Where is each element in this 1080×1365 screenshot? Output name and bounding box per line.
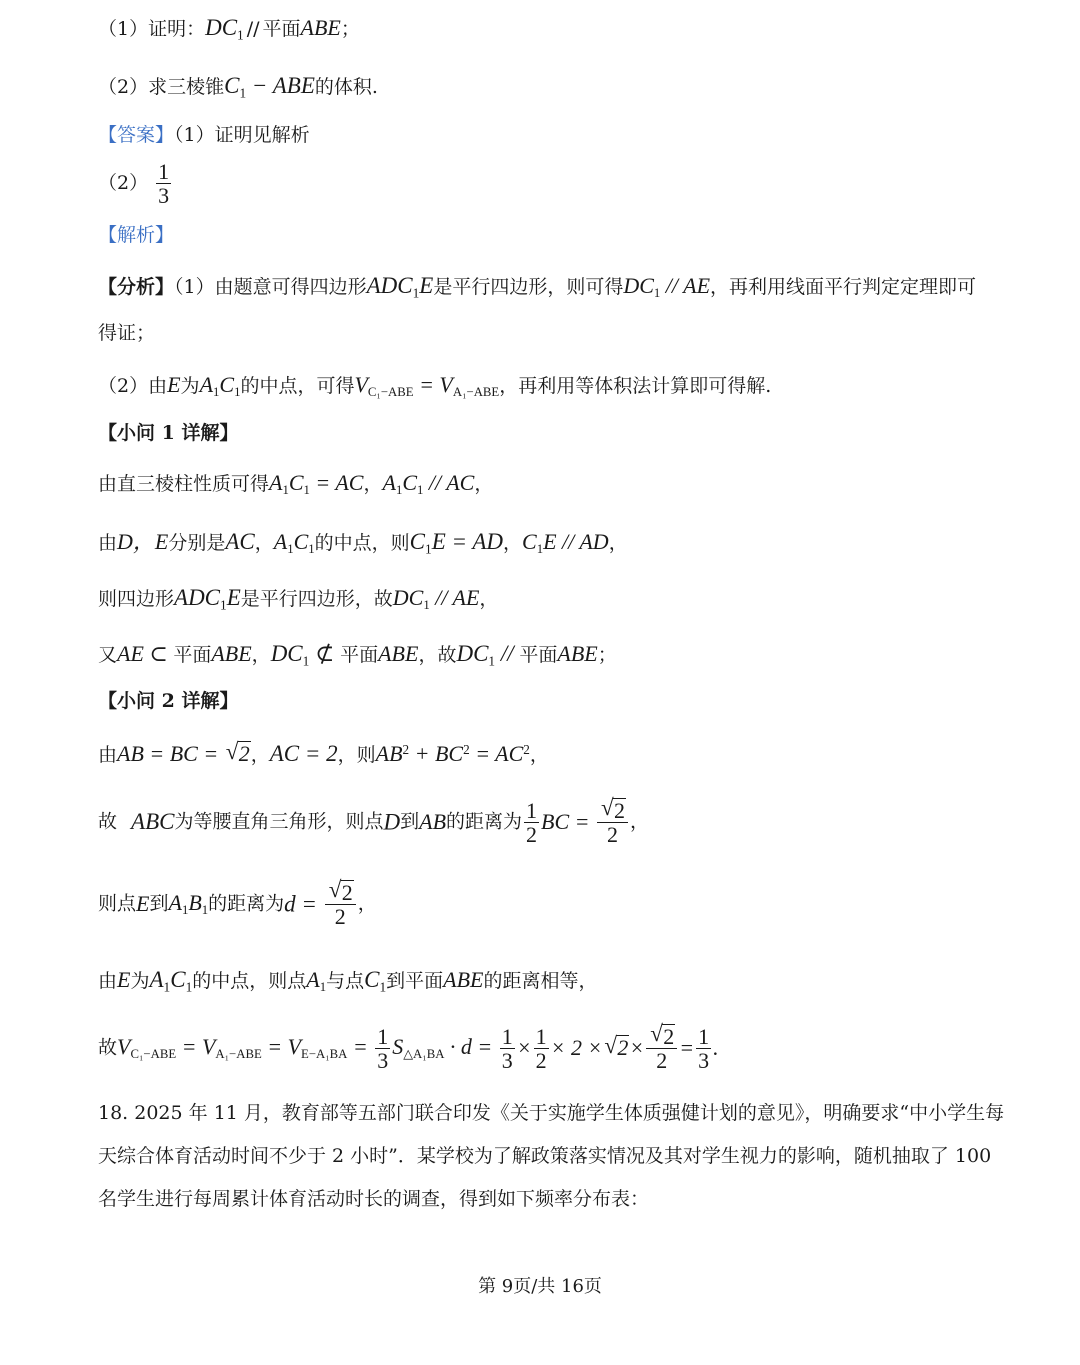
math: × [629, 1034, 645, 1060]
text: 由 [98, 970, 118, 992]
text: 的距离为 [208, 892, 285, 915]
text: ， [363, 473, 383, 495]
answer-part2 [98, 160, 173, 207]
math: AE ⊂ [117, 641, 174, 666]
math: D [383, 809, 401, 835]
math: C1 [364, 967, 387, 995]
math: ABE [557, 641, 598, 666]
q1-suffix: ； [340, 18, 360, 40]
sub1-line2 [98, 528, 628, 557]
text: 平面 [519, 644, 558, 666]
fenxi-line3 [98, 372, 771, 400]
math: VC₁−ABE = VA₁−ABE = VE−A₁BA = [117, 1033, 374, 1061]
text: 由直三棱柱性质可得 [98, 473, 270, 495]
math: $AB^2 + BC^2 = AC^2$ [375, 741, 530, 766]
q18-line2: 天综合体育活动时间不少于 2 小时”．某学校为了解政策落实情况及其对学生视力的影响，随机抽取了 100 [98, 1145, 992, 1167]
math: E [117, 967, 131, 992]
math: ABE [211, 641, 252, 666]
math: A1C1 [149, 967, 193, 995]
text: 的距离相等， [483, 970, 598, 992]
math: A1C1 // AC [382, 470, 475, 498]
math: AC [225, 529, 255, 554]
answer-line [98, 124, 310, 147]
math: ABE [443, 967, 484, 992]
text: ， [357, 892, 377, 915]
text: ， [254, 532, 274, 554]
fenxi-text: ，再利用等体积法计算即可得解. [499, 375, 772, 397]
math: D，E [117, 529, 169, 554]
math: A1C1 [273, 529, 315, 557]
text: 的距离为 [446, 810, 523, 833]
math-volume-eq: VC₁−ABE = VA₁−ABE [354, 372, 500, 400]
fraction-one-third [156, 160, 171, 207]
text: ， [608, 532, 628, 554]
math: BC = [541, 808, 595, 834]
text: ， [630, 810, 650, 833]
sub1-title: 【小问 1 详解】 [98, 422, 239, 444]
fraction: √ 2 2 [646, 1024, 677, 1072]
math: AB [419, 808, 447, 834]
answer-tag: 【答案】 [98, 124, 175, 146]
math: C1E // AD [522, 529, 609, 557]
math-dc1-ae: DC1 // AE [623, 273, 711, 301]
q18-line1: 18. 2025 年 11 月，教育部等五部门联合印发《关于实施学生体质强健计划的意见》，明确要求“中小学生每 [98, 1102, 1005, 1124]
text: ，则 [337, 744, 376, 766]
fenxi-text: ，再利用线面平行判定定理即可 [710, 276, 977, 298]
math-adc1e: ADC1E [366, 273, 434, 301]
math: ABC [131, 809, 175, 835]
sub1-line3 [98, 584, 498, 613]
text: 平面 [173, 644, 212, 666]
math-e: E [167, 372, 181, 397]
sub2-line4 [98, 966, 597, 995]
math: d = [284, 891, 323, 917]
fenxi-line1 [98, 272, 976, 301]
text: 分别是 [168, 532, 226, 554]
text: 的中点，则点 [192, 970, 307, 992]
answer-part2-label: （2） [98, 172, 149, 195]
q2-suffix: 的体积. [314, 76, 378, 98]
fenxi-text: 为 [180, 375, 200, 397]
sub2-line5 [98, 1020, 719, 1074]
fraction: $\frac{1}{2}$ [535, 1023, 547, 1073]
math: = [679, 1034, 695, 1060]
text: 为 [130, 970, 150, 992]
sub1-line1 [98, 470, 493, 498]
math: AC = 2 [269, 741, 338, 766]
fenxi-text: 的中点，可得 [240, 375, 355, 397]
math: S△A₁BA · d = [392, 1033, 498, 1061]
math: ABE [378, 641, 419, 666]
sqrt-2: √ 2 [225, 738, 250, 766]
text: 故 [98, 1036, 118, 1059]
text: ， [250, 744, 270, 766]
fraction: $\frac{1}{2}$ [526, 797, 538, 847]
math: DC1 ⊄ [270, 641, 341, 669]
text: ， [529, 744, 549, 766]
q18-line3: 名学生进行每周累计体育活动时长的调查，得到如下频率分布表： [98, 1188, 650, 1210]
text: 为等腰直角三角形，则点 [174, 810, 384, 833]
math: A1 [306, 967, 327, 995]
fenxi-text: （2）由 [98, 375, 168, 397]
text: ， [503, 532, 523, 554]
fenxi-text: （1）由题意可得四边形 [174, 276, 367, 298]
text: 的中点，则 [314, 532, 410, 554]
analysis-tag: 【解析】 [98, 224, 175, 246]
text: 到 [400, 810, 420, 833]
sub2-line3 [98, 876, 377, 930]
text: ， [479, 588, 499, 610]
frac-den: 3 [158, 183, 170, 209]
fraction: $\frac{1}{3}$ [501, 1023, 513, 1073]
math: DC1 // [456, 641, 520, 669]
text: ； [597, 644, 617, 666]
math: . [713, 1034, 719, 1060]
math: × [516, 1034, 532, 1060]
q2-label: （2）求三棱锥 [98, 76, 225, 98]
text: 由 [98, 532, 118, 554]
q1-label: （1）证明： [98, 18, 206, 40]
question-2 [98, 72, 378, 101]
text: 由 [98, 744, 118, 766]
text: 则点 [98, 892, 137, 915]
sub2-title: 【小问 2 详解】 [98, 690, 239, 712]
text: 又 [98, 644, 118, 666]
math: × 2 × [550, 1034, 603, 1060]
sqrt-2: √ 2 [604, 1031, 629, 1060]
fraction: √ 2 2 [597, 798, 628, 846]
text: 到 [149, 892, 169, 915]
math: A1C1 = AC [269, 470, 364, 498]
frac-num: 1 [158, 159, 170, 184]
page-footer: 第 9页/共 16页 [478, 1276, 602, 1297]
math-dc1: DC1 [205, 15, 244, 43]
question-1: （1）证明：DC1 // 平面ABE； [98, 15, 360, 43]
text: 到平面 [386, 970, 444, 992]
math-c1-abe: C1 − ABE [224, 73, 315, 101]
text: 故 [98, 810, 118, 833]
math-a1c1: A1C1 [199, 372, 241, 400]
math: DC1 // AE [392, 585, 480, 613]
text: 是平行四边形，故 [240, 588, 393, 610]
fenxi-text: 是平行四边形，则可得 [433, 276, 624, 298]
sub2-line2 [98, 794, 650, 848]
fenxi-line2: 得证； [98, 322, 156, 344]
math: E [136, 890, 150, 916]
math-abe: ABE [300, 15, 341, 40]
fraction: √ 2 2 [325, 880, 356, 928]
text: 则四边形 [98, 588, 175, 610]
text: 平面 [340, 644, 379, 666]
sub2-line1 [98, 740, 549, 768]
math: AB = BC = [117, 741, 224, 766]
fenxi-tag: 【分析】 [98, 276, 175, 298]
fraction: $\frac{1}{3}$ [377, 1023, 389, 1073]
math: A1B1 [168, 889, 209, 917]
math: C1E = AD [409, 529, 504, 557]
text: ， [474, 473, 494, 495]
text: 与点 [326, 970, 365, 992]
fraction: $\frac{1}{3}$ [698, 1023, 710, 1073]
text: ， [251, 644, 271, 666]
plane-word: 平面 [262, 18, 301, 40]
math: ADC1E [174, 585, 241, 613]
sub1-line4 [98, 640, 617, 669]
text: ，故 [418, 644, 457, 666]
answer-part1: （1）证明见解析 [174, 124, 310, 146]
